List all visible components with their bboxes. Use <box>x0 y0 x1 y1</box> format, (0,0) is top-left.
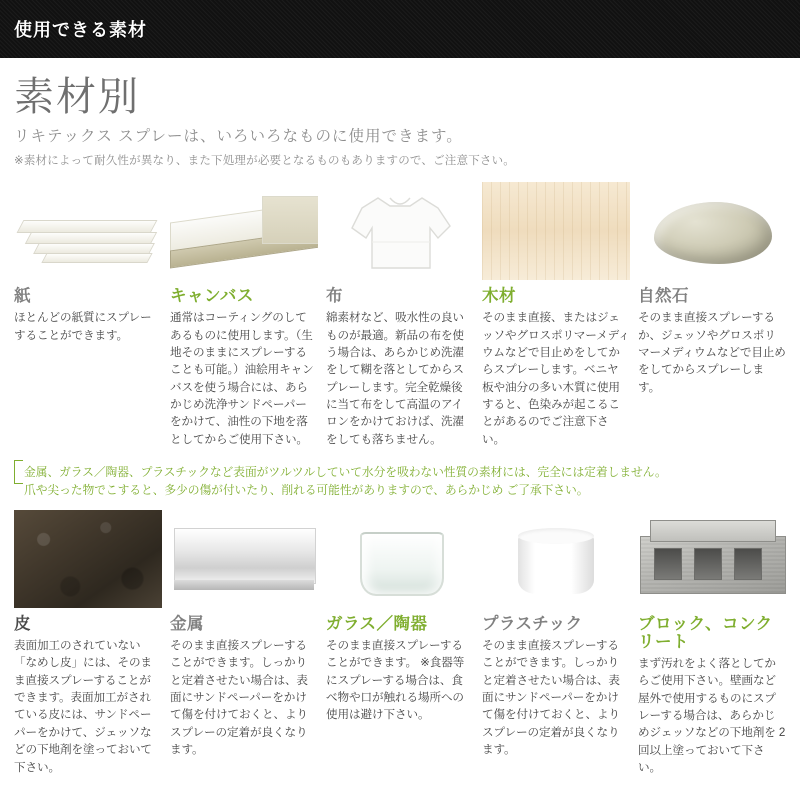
caution-line-1: 金属、ガラス／陶器、プラスチックなど表面がツルツルしていて水分を吸わない性質の素材には、完全には定着しません。 <box>24 465 667 480</box>
concrete-block-image <box>638 510 786 608</box>
material-description: そのまま直接スプレーすることができます。 ※食器等にスプレーする場合は、食べ物や口が触れる場所への使用は避け下さい。 <box>326 638 465 722</box>
material-card-concrete-block <box>638 510 786 777</box>
caution-note <box>14 464 796 499</box>
material-card-leather <box>14 510 162 777</box>
material-description: そのまま直接スプレーするか、ジェッソやグロスポリマーメディウムなどで目止めをしてからスプレーします。 <box>638 311 786 394</box>
material-label: 金属 <box>170 614 204 633</box>
leather-texture-image <box>14 510 162 608</box>
t-shirt-icon <box>326 182 474 280</box>
material-description: まず汚れをよく落としてからご使用下さい。壁画など屋外で使用するものにスプレーする場合は、あらかじめジェッソなどの下地剤を 2 回以上塗っておいて下さい。 <box>638 656 786 775</box>
page-subtitle: リキテックス スプレーは、いろいろなものに使用できます。 <box>14 128 463 145</box>
material-row-2 <box>14 510 786 777</box>
material-card-natural-stone <box>638 182 786 448</box>
wood-board-image <box>482 182 630 280</box>
material-label: ガラス／陶器 <box>326 614 428 633</box>
material-description: ほとんどの紙質にスプレーすることができます。 <box>14 311 152 342</box>
material-description: そのまま直接スプレーすることができます。しっかりと定着させたい場合は、表面にサンドペーパーをかけて傷を付けておくと、よりスプレーの定着が良くなります。 <box>482 638 620 757</box>
t-shirt-fabric-image <box>326 182 474 280</box>
natural-stone-image <box>638 182 786 280</box>
material-label: 皮 <box>14 614 31 633</box>
material-description: 綿素材など、吸水性の良いものが最適。新品の布を使う場合は、あらかじめ洗濯をして糊を落としてからスプレーします。完全乾燥後に当て布をして高温のアイロンをかけておけば、洗濯をしても落ちません。 <box>326 311 464 446</box>
material-description: そのまま直接、またはジェッソやグロスポリマーメディウムなどで目止めをしてからスプレーします。ベニヤ板や油分の多い木質に使用すると、色染みが起こることがあるのでご注意下さい。 <box>482 311 630 446</box>
material-label: 布 <box>326 287 343 305</box>
page-note: ※素材によって耐久性が異なり、また下処理が必要となるものもありますので、ご注意下さい。 <box>14 155 516 167</box>
canvas-board-image <box>170 182 318 280</box>
page-content <box>0 58 800 777</box>
page-title: 素材別 <box>14 75 140 119</box>
material-description: 通常はコーティングのしてあるものに使用します。（生地そのままにスプレーすることも可能。）油絵用キャンバスを使う場合には、あらかじめ洗浄サンドペーパーをかけて、油性の下地を落としてからご使用下さい。 <box>170 311 314 446</box>
material-label: 木材 <box>482 287 516 305</box>
material-label: キャンバス <box>170 287 254 305</box>
glass-cup-image <box>326 510 474 608</box>
paper-sheets-image <box>14 182 162 280</box>
material-description: 表面加工のされていない「なめし皮」には、そのまま直接スプレーすることができます。表面加工がされている皮には、サンドペーパーをかけて、ジェッソなどの下地剤を塗っておいて下さい。 <box>14 638 152 774</box>
plastic-cup-image <box>482 510 630 608</box>
page-header-title: 使用できる素材 <box>14 20 147 40</box>
material-card-canvas <box>170 182 318 448</box>
material-card-metal <box>170 510 318 777</box>
material-card-plastic <box>482 510 630 777</box>
material-card-wood <box>482 182 630 448</box>
metal-plate-image <box>170 510 318 608</box>
material-row-1 <box>14 182 786 448</box>
material-label: プラスチック <box>482 614 583 633</box>
page-header <box>0 0 800 58</box>
material-card-glass <box>326 510 474 777</box>
material-label: ブロック、コンクリート <box>638 614 773 651</box>
material-card-fabric <box>326 182 474 448</box>
material-description: そのまま直接スプレーすることができます。しっかりと定着させたい場合は、表面にサンドペーパーをかけて傷を付けておくと、よりスプレーの定着が良くなります。 <box>170 638 308 757</box>
material-label: 紙 <box>14 287 31 305</box>
caution-line-2: 爪や尖った物でこすると、多少の傷が付いたり、削れる可能性がありますので、あらかじめ ご了承下さい。 <box>24 482 589 497</box>
material-card-paper <box>14 182 162 448</box>
material-label: 自然石 <box>638 287 689 305</box>
